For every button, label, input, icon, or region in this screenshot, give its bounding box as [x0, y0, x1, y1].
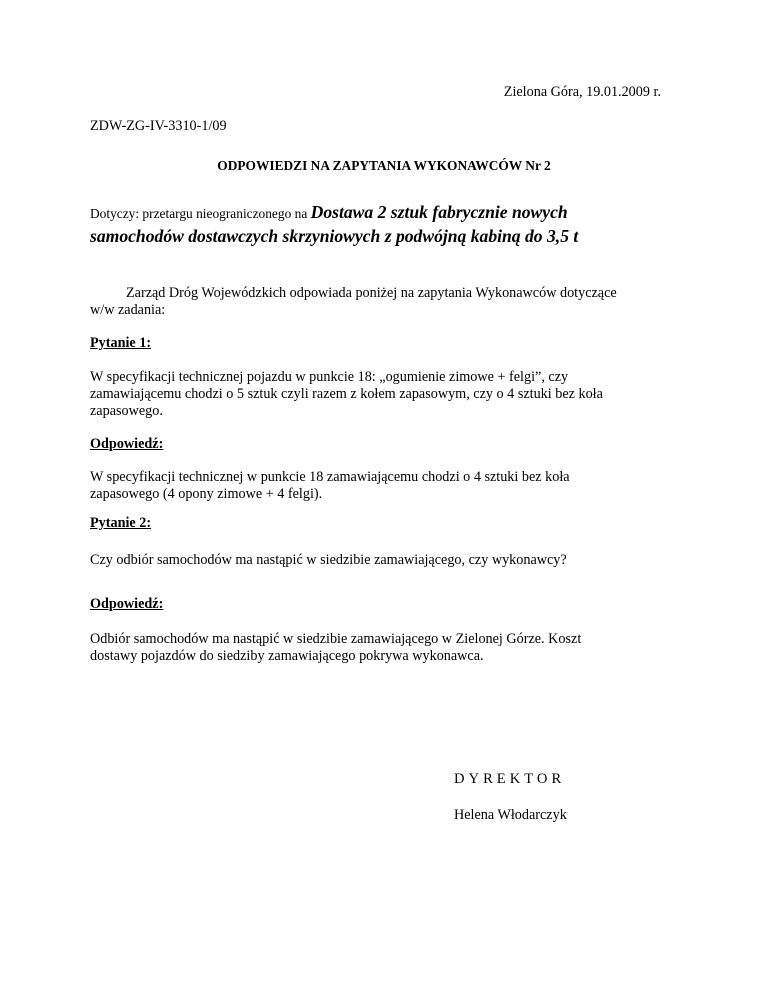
subject-block: [90, 201, 690, 249]
question-1-line: W specyfikacji technicznej pojazdu w punkcie 18: „ogumienie zimowe + felgi”, czy: [90, 369, 569, 385]
signatory-title: DYREKTOR: [454, 771, 566, 787]
answer-2-line: Odbiór samochodów ma nastąpić w siedzibie zamawiającego w Zielonej Górze. Koszt: [90, 631, 582, 647]
document-title: ODPOWIEDZI NA ZAPYTANIA WYKONAWCÓW Nr 2: [217, 158, 551, 173]
answer-1-line: zapasowego (4 opony zimowe + 4 felgi).: [90, 486, 323, 502]
question-1-heading: Pytanie 1:: [90, 335, 152, 351]
reference-number: ZDW-ZG-IV-3310-1/09: [90, 118, 227, 134]
intro-line: w/w zadania:: [90, 302, 166, 318]
answer-1-text: [90, 469, 678, 503]
answer-2-heading: Odpowiedź:: [90, 596, 164, 612]
question-1-line: zapasowego.: [90, 403, 163, 419]
question-2-heading: Pytanie 2:: [90, 515, 152, 531]
question-2-text: [90, 552, 678, 569]
answer-1-heading: Odpowiedź:: [90, 436, 164, 452]
answer-2-line: dostawy pojazdów do siedziby zamawiającego pokrywa wykonawca.: [90, 648, 484, 664]
question-1-text: [90, 369, 678, 420]
answer-2-text: [90, 631, 678, 665]
intro-paragraph: [90, 285, 678, 319]
question-2-line: Czy odbiór samochodów ma nastąpić w siedzibie zamawiającego, czy wykonawcy?: [90, 552, 567, 568]
question-1-line: zamawiającemu chodzi o 5 sztuk czyli razem z kołem zapasowym, czy o 4 sztuki bez koła: [90, 386, 603, 402]
subject-lead: Dotyczy: przetargu nieograniczonego na: [90, 206, 311, 221]
subject-title-line2: samochodów dostawczych skrzyniowych z podwójną kabiną do 3,5 t: [90, 226, 579, 246]
subject-title-line1: Dostawa 2 sztuk fabrycznie nowych: [310, 202, 568, 222]
document-date: Zielona Góra, 19.01.2009 r.: [503, 84, 661, 100]
intro-line: Zarząd Dróg Wojewódzkich odpowiada poniżej na zapytania Wykonawców dotyczące: [126, 285, 617, 301]
signatory-name: Helena Włodarczyk: [454, 807, 567, 823]
answer-1-line: W specyfikacji technicznej w punkcie 18 zamawiającemu chodzi o 4 sztuki bez koła: [90, 469, 570, 485]
